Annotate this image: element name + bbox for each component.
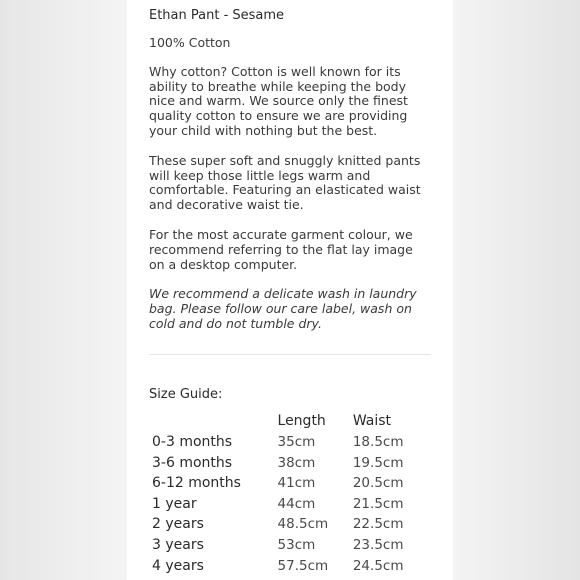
care-instructions: We recommend a delicate wash in laundry bag. Please follow our care label, wash on cold and do not tumble dry.: [149, 286, 417, 331]
waist-cell: 20.5cm: [352, 475, 404, 492]
waist-cell: 22.5cm: [352, 516, 404, 533]
waist-cell: 19.5cm: [352, 454, 404, 471]
size-guide-table: [149, 410, 431, 576]
table-row: [149, 432, 431, 453]
size-cell: 3 years: [152, 537, 204, 554]
size-cell: 4 years: [152, 557, 204, 574]
section-divider: [149, 354, 431, 355]
waist-column-header: Waist: [352, 412, 392, 429]
waist-cell: 23.5cm: [352, 537, 404, 554]
size-cell: 0-3 months: [152, 434, 233, 451]
length-column-header: Length: [277, 412, 326, 429]
table-row: [149, 494, 431, 515]
length-cell: 35cm: [277, 434, 316, 451]
length-cell: 44cm: [277, 495, 316, 512]
length-cell: 48.5cm: [277, 516, 329, 533]
length-cell: 41cm: [277, 475, 316, 492]
table-row: [149, 555, 431, 576]
length-cell: 53cm: [277, 537, 316, 554]
length-cell: 57.5cm: [277, 557, 329, 574]
waist-cell: 21.5cm: [352, 495, 404, 512]
size-guide-header-row: [149, 410, 431, 432]
waist-cell: 24.5cm: [352, 557, 404, 574]
waist-cell: 18.5cm: [352, 434, 404, 451]
size-cell: 6-12 months: [152, 475, 241, 492]
description-paragraph-colour: For the most accurate garment colour, we recommend referring to the flat lay image on a desktop computer.: [149, 226, 413, 272]
material-text: 100% Cotton: [149, 35, 231, 50]
size-cell: 2 years: [152, 516, 204, 533]
product-description-panel: [127, 0, 453, 580]
product-title: Ethan Pant - Sesame: [149, 8, 285, 23]
table-row: [149, 452, 431, 473]
table-row: [149, 473, 431, 494]
table-row: [149, 535, 431, 556]
size-guide-title: Size Guide:: [149, 386, 223, 402]
description-paragraph-cotton: Why cotton? Cotton is well known for its ability to breathe while keeping the body nice and warm. We source only the finest quality cotton to ensure we are providing your child with nothing but the best.: [149, 63, 408, 138]
length-cell: 38cm: [277, 454, 316, 471]
table-row: [149, 514, 431, 535]
size-cell: 3-6 months: [152, 454, 233, 471]
size-column-header: [149, 410, 278, 432]
description-paragraph-features: These super soft and snuggly knitted pants will keep those little legs warm and comfortable. Featuring an elasticated waist and decorative waist tie.: [149, 152, 421, 213]
size-cell: 1 year: [152, 495, 197, 512]
